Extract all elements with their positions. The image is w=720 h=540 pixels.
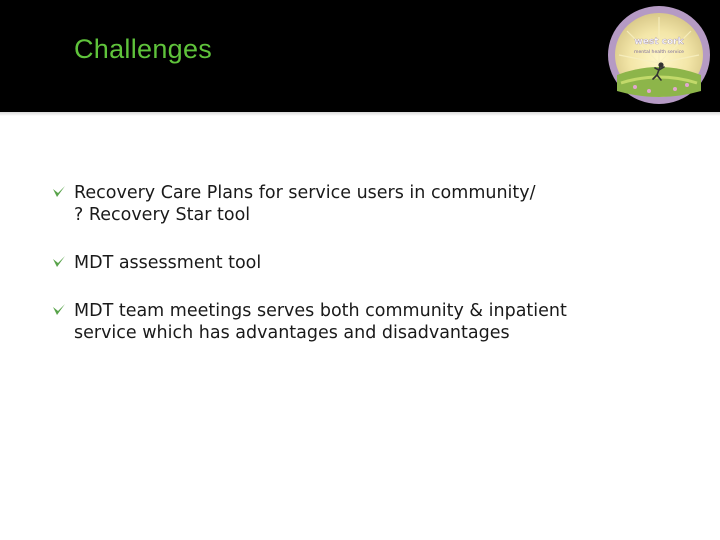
logo-text-line1: west cork [634,37,684,47]
slide-title: Challenges [74,34,213,64]
bullet-line: MDT team meetings serves both community & inpatient [74,301,567,321]
bullet-line: ? Recovery Star tool [74,205,251,225]
bullet-line: service which has advantages and disadvantages [74,323,510,343]
slide-header [0,0,720,112]
checkmark-bullet-icon [52,303,66,317]
bullet-item [52,182,692,226]
header-divider [0,112,720,116]
checkmark-bullet-icon [52,185,66,199]
checkmark-bullet-icon [52,255,66,269]
bullet-line: MDT assessment tool [74,253,262,273]
bullet-list [52,182,692,370]
west-cork-mental-health-logo [605,3,713,108]
bullet-item [52,252,692,274]
logo-text-line2: mental health service [633,50,685,55]
bullet-line: Recovery Care Plans for service users in community/ [74,183,536,203]
bullet-item [52,300,692,344]
